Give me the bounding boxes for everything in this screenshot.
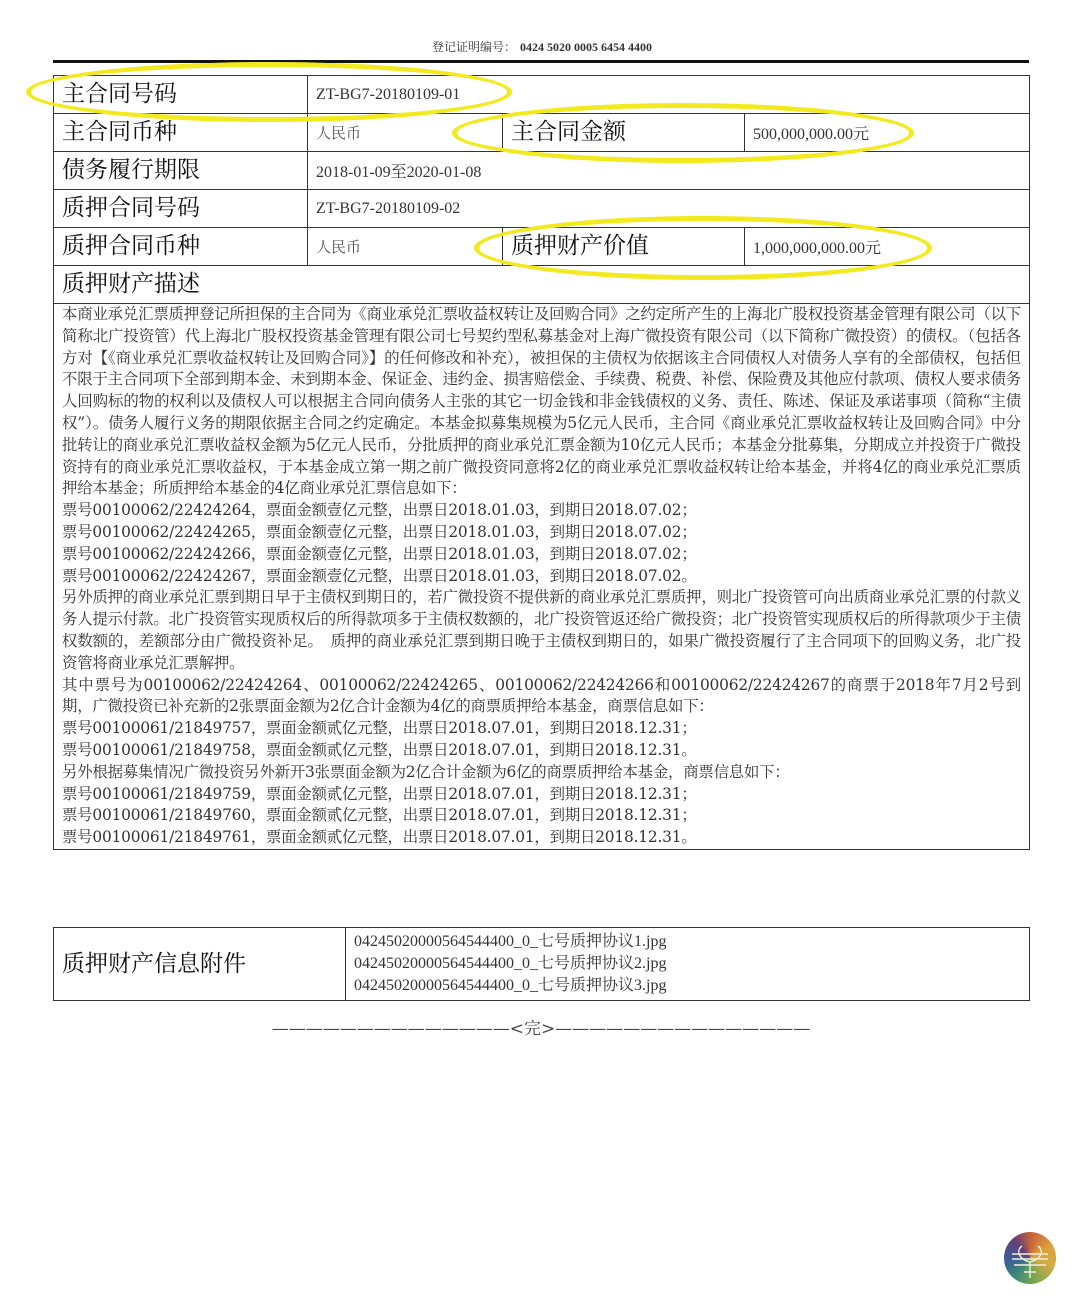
attachments-table xyxy=(53,927,1030,1001)
pledge-property-value-value: 1,000,000,000.00元 xyxy=(745,228,1030,266)
desc-bill-line: 票号00100061/21849760，票面金额贰亿元整，出票日2018.07.01，到期日2018.12.31； xyxy=(62,806,697,825)
main-contract-no-label: 主合同号码 xyxy=(54,76,308,114)
header-divider xyxy=(53,60,1029,63)
registration-certificate-number xyxy=(0,38,1080,55)
pledge-contract-no-label: 质押合同号码 xyxy=(54,190,308,228)
pledge-property-value-label: 质押财产价值 xyxy=(503,228,745,266)
row-main-contract-currency xyxy=(54,114,1030,152)
row-attachments xyxy=(54,928,1030,1001)
pledge-contract-no-value: ZT-BG7-20180109-02 xyxy=(308,190,1030,228)
desc-bill-line: 票号00100061/21849759，票面金额贰亿元整，出票日2018.07.01，到期日2018.12.31； xyxy=(62,784,697,803)
main-contract-amount-value: 500,000,000.00元 xyxy=(745,114,1030,152)
cert-number-value: 0424 5020 0005 6454 4400 xyxy=(520,40,652,54)
attachments-file-list xyxy=(346,928,1030,1001)
row-pledge-property-desc-label xyxy=(54,266,1030,304)
attachment-file-link[interactable]: 04245020000564544400_0_七号质押协议3.jpg xyxy=(354,977,667,994)
row-debt-term xyxy=(54,152,1030,190)
desc-bill-line: 票号00100061/21849761，票面金额贰亿元整，出票日2018.07.01，到期日2018.12.31。 xyxy=(62,828,697,847)
pledge-property-desc-label: 质押财产描述 xyxy=(54,266,1030,304)
attachment-file-link[interactable]: 04245020000564544400_0_七号质押协议2.jpg xyxy=(354,955,667,972)
pledge-contract-currency-value: 人民币 xyxy=(308,228,503,266)
main-contract-currency-value: 人民币 xyxy=(308,114,503,152)
desc-paragraph: 本商业承兑汇票质押登记所担保的主合同为《商业承兑汇票收益权转让及回购合同》之约定所产生的上海北广股权投资基金管理有限公司（以下简称北广投资管）代上海北广股权投资基金管理有限公司七号契约型私募基金对上海广微投资有限公司（以下简称广微投资）的债权。（包括各方对【《商业承兑汇票收益权转让及回购合同》】的任何修改和补充），被担保的主债权为依据该主合同债权人对债务人享有的全部债权，包括但不限于主合同项下全部到期本金、未到期本金、保证金、违约金、损害赔偿金、手续费、税费、补偿、保险费及其他应付款项、债权人要求债务人回购标的物的权利以及债权人可以根据主合同向债务人主张的其它一切金钱和非金钱债权的义务、责任、陈述、保证及承诺事项（简称“主债权”）。债务人履行义务的期限依据主合同之约定确定。本基金拟募集规模为5亿元人民币，主合同《商业承兑汇票收益权转让及回购合同》中分批转让的商业承兑汇票收益权金额为5亿元人民币，分批质押的商业承兑汇票金额为10亿元人民币；本基金分批募集，分期成立并投资于广微投资持有的商业承兑汇票收益权，于本基金成立第一期之前广微投资同意将2亿的商业承兑汇票收益权转让给本基金，并将4亿的商业承兑汇票质押给本基金；所质押给本基金的4亿商业承兑汇票信息如下： xyxy=(62,305,1021,498)
desc-bill-line: 票号00100061/21849757，票面金额贰亿元整，出票日2018.07.01，到期日2018.12.31； xyxy=(62,719,697,738)
watermark-logo-icon xyxy=(1004,1232,1056,1284)
debt-term-value: 2018-01-09至2020-01-08 xyxy=(308,152,1030,190)
desc-bill-line: 票号00100062/22424267，票面金额壹亿元整，出票日2018.01.03，到期日2018.07.02。 xyxy=(62,566,697,585)
desc-bill-line: 票号00100062/22424264，票面金额壹亿元整，出票日2018.01.03，到期日2018.07.02； xyxy=(62,501,697,520)
desc-bill-line: 票号00100061/21849758，票面金额贰亿元整，出票日2018.07.01，到期日2018.12.31。 xyxy=(62,740,697,759)
debt-term-label: 债务履行期限 xyxy=(54,152,308,190)
desc-paragraph: 其中票号为00100062/22424264、00100062/22424265、00100062/22424266和00100062/22424267的商票于2018年7月2号到期，广微投资已补充新的2张票面金额为2亿合计金额为4亿的商票质押给本基金，商票信息如下： xyxy=(62,675,1021,716)
main-contract-no-value: ZT-BG7-20180109-01 xyxy=(308,76,1030,114)
desc-paragraph: 另外根据募集情况广微投资另外新开3张票面金额为2亿合计金额为6亿的商票质押给本基金，商票信息如下： xyxy=(62,762,790,781)
attachment-file-link[interactable]: 04245020000564544400_0_七号质押协议1.jpg xyxy=(354,933,667,950)
main-contract-currency-label: 主合同币种 xyxy=(54,114,308,152)
pledge-contract-currency-label: 质押合同币种 xyxy=(54,228,308,266)
row-pledge-contract-currency xyxy=(54,228,1030,266)
desc-bill-line: 票号00100062/22424266，票面金额壹亿元整，出票日2018.01.03，到期日2018.07.02； xyxy=(62,544,697,563)
pledge-property-description xyxy=(54,304,1030,850)
document-end-mark: ——————————————<完>——————————————— xyxy=(271,1019,811,1039)
row-pledge-property-desc xyxy=(54,304,1030,850)
main-contract-amount-label: 主合同金额 xyxy=(503,114,745,152)
desc-bill-line: 票号00100062/22424265，票面金额壹亿元整，出票日2018.01.03，到期日2018.07.02； xyxy=(62,522,697,541)
row-main-contract-no xyxy=(54,76,1030,114)
cert-number-label: 登记证明编号： xyxy=(431,40,516,54)
attachments-label: 质押财产信息附件 xyxy=(54,928,346,1001)
pledge-registration-table xyxy=(53,75,1030,850)
desc-paragraph: 另外质押的商业承兑汇票到期日早于主债权到期日的，若广微投资不提供新的商业承兑汇票质押，则北广投资管可向出质商业承兑汇票的付款义务人提示付款。北广投资管实现质权后的所得款项多于主债权数额的，北广投资管返还给广微投资；北广投资管实现质权后的所得款项少于主债权数额的，差额部分由广微投资补足。 质押的商业承兑汇票到期日晚于主债权到期日的，如果广微投资履行了主合同项下的回购义务，北广投资管将商业承兑汇票解押。 xyxy=(62,588,1021,672)
row-pledge-contract-no xyxy=(54,190,1030,228)
